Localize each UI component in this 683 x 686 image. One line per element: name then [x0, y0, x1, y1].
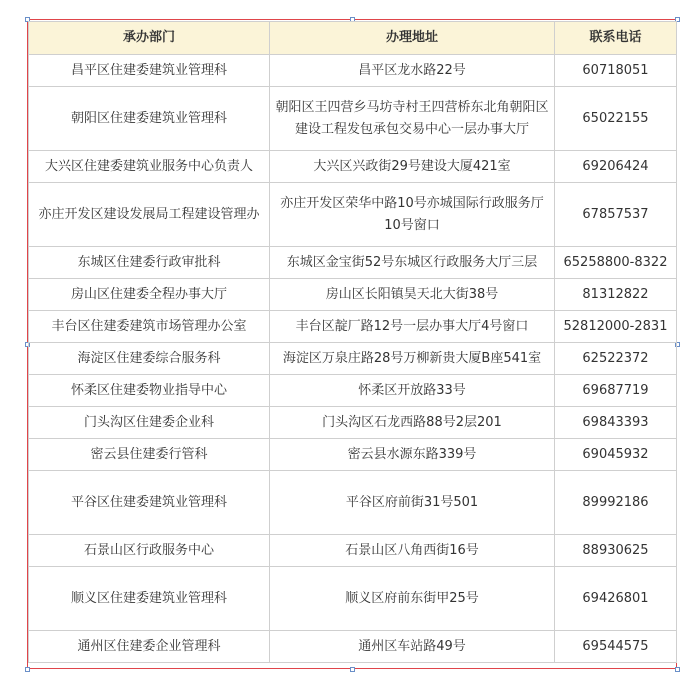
department-cell: 海淀区住建委综合服务科 [29, 343, 270, 375]
address-cell: 东城区金宝街52号东城区行政服务大厅三层 [270, 247, 555, 279]
address-cell: 顺义区府前东街甲25号 [270, 567, 555, 631]
phone-cell: 69045932 [555, 439, 677, 471]
address-cell: 海淀区万泉庄路28号万柳新贵大厦B座541室 [270, 343, 555, 375]
department-cell: 亦庄开发区建设发展局工程建设管理办 [29, 183, 270, 247]
phone-cell: 89992186 [555, 471, 677, 535]
table-row [29, 407, 677, 439]
phone-cell: 69687719 [555, 375, 677, 407]
department-cell: 门头沟区住建委企业科 [29, 407, 270, 439]
phone-cell: 65022155 [555, 87, 677, 151]
address-cell: 朝阳区王四营乡马坊寺村王四营桥东北角朝阳区建设工程发包承包交易中心一层办事大厅 [270, 87, 555, 151]
table-row [29, 55, 677, 87]
phone-cell: 88930625 [555, 535, 677, 567]
address-cell: 石景山区八角西街16号 [270, 535, 555, 567]
table-row [29, 279, 677, 311]
resize-handle-bottom-right[interactable] [675, 667, 680, 672]
phone-cell: 62522372 [555, 343, 677, 375]
table-row [29, 183, 677, 247]
address-cell: 昌平区龙水路22号 [270, 55, 555, 87]
table-row [29, 311, 677, 343]
phone-cell: 69426801 [555, 567, 677, 631]
phone-cell: 52812000-2831 [555, 311, 677, 343]
table-row [29, 343, 677, 375]
phone-cell: 69843393 [555, 407, 677, 439]
resize-handle-bottom-left[interactable] [25, 667, 30, 672]
header-phone: 联系电话 [555, 22, 677, 55]
department-cell: 东城区住建委行政审批科 [29, 247, 270, 279]
phone-cell: 69544575 [555, 631, 677, 663]
address-cell: 亦庄开发区荣华中路10号亦城国际行政服务厅10号窗口 [270, 183, 555, 247]
address-cell: 密云县水源东路339号 [270, 439, 555, 471]
phone-cell: 65258800-8322 [555, 247, 677, 279]
address-cell: 怀柔区开放路33号 [270, 375, 555, 407]
table-header-row [29, 22, 677, 55]
department-cell: 大兴区住建委建筑业服务中心负责人 [29, 151, 270, 183]
resize-handle-bottom-center[interactable] [350, 667, 355, 672]
address-cell: 门头沟区石龙西路88号2层201 [270, 407, 555, 439]
header-address: 办理地址 [270, 22, 555, 55]
department-cell: 石景山区行政服务中心 [29, 535, 270, 567]
department-cell: 房山区住建委全程办事大厅 [29, 279, 270, 311]
phone-cell: 60718051 [555, 55, 677, 87]
table-row [29, 151, 677, 183]
department-cell: 平谷区住建委建筑业管理科 [29, 471, 270, 535]
department-cell: 朝阳区住建委建筑业管理科 [29, 87, 270, 151]
table-row [29, 247, 677, 279]
department-cell: 丰台区住建委建筑市场管理办公室 [29, 311, 270, 343]
department-cell: 昌平区住建委建筑业管理科 [29, 55, 270, 87]
department-cell: 通州区住建委企业管理科 [29, 631, 270, 663]
table-row [29, 631, 677, 663]
address-cell: 大兴区兴政街29号建设大厦421室 [270, 151, 555, 183]
table-row [29, 567, 677, 631]
address-cell: 房山区长阳镇昊天北大街38号 [270, 279, 555, 311]
table-row [29, 439, 677, 471]
header-department: 承办部门 [29, 22, 270, 55]
department-cell: 怀柔区住建委物业指导中心 [29, 375, 270, 407]
table-row [29, 535, 677, 567]
address-cell: 丰台区靛厂路12号一层办事大厅4号窗口 [270, 311, 555, 343]
table-row [29, 87, 677, 151]
office-contact-table [28, 21, 677, 663]
address-cell: 通州区车站路49号 [270, 631, 555, 663]
phone-cell: 81312822 [555, 279, 677, 311]
department-cell: 顺义区住建委建筑业管理科 [29, 567, 270, 631]
phone-cell: 69206424 [555, 151, 677, 183]
department-cell: 密云县住建委行管科 [29, 439, 270, 471]
table-row [29, 375, 677, 407]
phone-cell: 67857537 [555, 183, 677, 247]
address-cell: 平谷区府前街31号501 [270, 471, 555, 535]
table-row [29, 471, 677, 535]
